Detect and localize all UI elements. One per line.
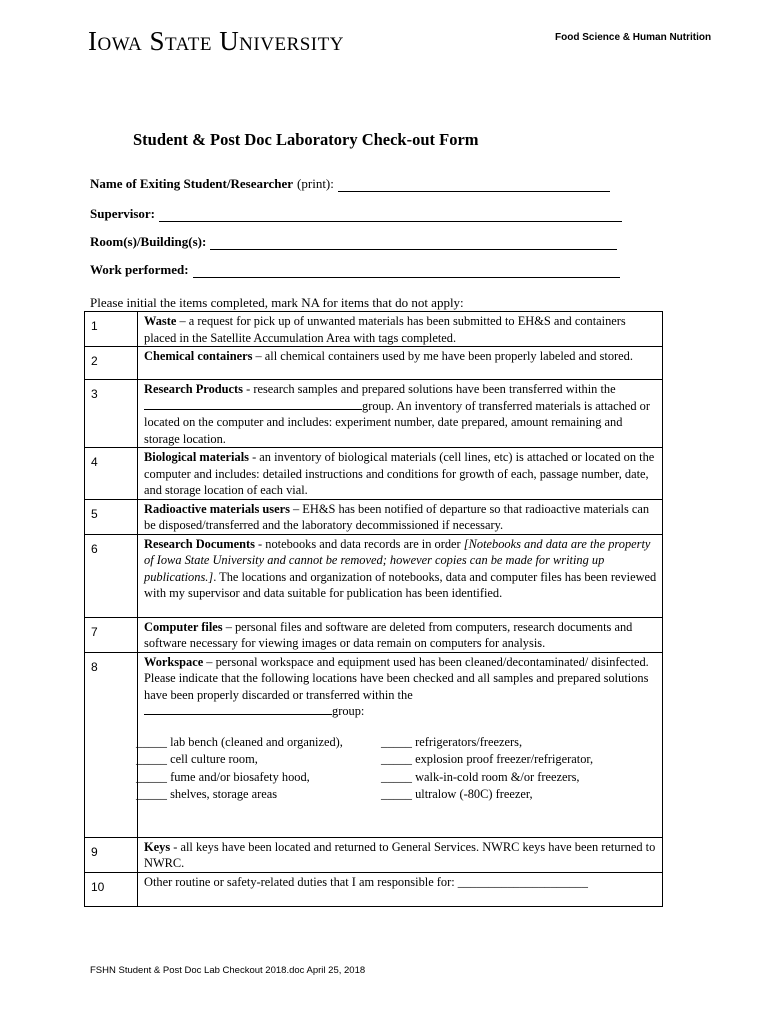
item-text: – personal files and software are deleted from computers, research documents and software necessary for viewing images or data remain on computers for analysis. xyxy=(144,619,633,650)
check-fume-hood[interactable]: _____ fume and/or biosafety hood, xyxy=(136,769,310,784)
item-row-2 xyxy=(85,347,663,380)
item-number[interactable]: 10 xyxy=(85,872,138,906)
item-row-1 xyxy=(85,312,663,347)
item-number[interactable]: 4 xyxy=(85,448,138,500)
form-title: Student & Post Doc Laboratory Check-out Form xyxy=(133,130,479,149)
item-number[interactable]: 9 xyxy=(85,837,138,872)
item-text: – personal workspace and equipment used has been cleaned/decontaminated/ disinfected. Please indicate that the following locations have been checked and all samples and prepared solutions have been properly discarded or transferred within the xyxy=(144,654,649,702)
check-shelves[interactable]: _____ shelves, storage areas xyxy=(136,787,278,801)
item-description xyxy=(138,617,663,652)
item-row-4 xyxy=(85,448,663,500)
room-label: Room(s)/Building(s): xyxy=(90,234,207,249)
university-logo: Iowa State University xyxy=(88,26,344,56)
document-footer: FSHN Student & Post Doc Lab Checkout 2018.doc April 25, 2018 xyxy=(90,965,366,976)
item-row-6 xyxy=(85,534,663,617)
item-number[interactable]: 3 xyxy=(85,380,138,448)
checkout-items-table xyxy=(84,311,663,907)
item-text: - an inventory of biological materials (cell lines, etc) is attached or located on the computer and includes: detailed instructions and conditions for growth of each, passage number, date, and storage location of each vial. xyxy=(144,450,655,497)
check-walk-in-cold-room[interactable]: _____ walk-in-cold room &/or freezers, xyxy=(381,769,580,784)
name-field xyxy=(90,176,610,192)
item-number[interactable]: 2 xyxy=(85,347,138,380)
check-ultralow-freezer[interactable]: _____ ultralow (-80C) freezer, xyxy=(381,787,533,801)
room-input-line[interactable] xyxy=(210,235,617,250)
item-text-continued: group. An inventory of transferred materials is attached or located on the computer and includes: experiment number, date prepared, amount remaining and storage location. xyxy=(144,398,650,446)
instructions: Please initial the items completed, mark NA for items that do not apply: xyxy=(90,295,464,310)
item-number[interactable]: 8 xyxy=(85,652,138,837)
item-title: Radioactive materials users xyxy=(144,501,290,516)
room-field xyxy=(90,234,617,250)
item-description xyxy=(138,380,663,448)
item-row-8 xyxy=(85,652,663,837)
name-hint: (print): xyxy=(297,176,334,191)
check-cell-culture[interactable]: _____ cell culture room, xyxy=(136,752,258,766)
item-title: Waste xyxy=(144,314,177,328)
supervisor-label: Supervisor: xyxy=(90,206,155,221)
item-row-7 xyxy=(85,617,663,652)
item-text: - all keys have been located and returned to General Services. NWRC keys have been returned to NWRC. xyxy=(144,839,656,870)
group-blank[interactable] xyxy=(144,398,362,410)
item-title: Chemical containers xyxy=(144,349,253,363)
item-number[interactable]: 5 xyxy=(85,499,138,534)
item-text: – EH&S has been notified of departure so that radioactive materials can be disposed/transferred and the laboratory decommissioned if necessary. xyxy=(144,501,650,532)
work-field xyxy=(90,262,620,278)
item-text: – all chemical containers used by me have been properly labeled and stored. xyxy=(252,349,633,363)
item-description xyxy=(138,837,663,872)
check-explosion-proof-freezer[interactable]: _____ explosion proof freezer/refrigerator, xyxy=(381,752,594,766)
item-title: Research Products xyxy=(144,382,243,396)
item-text[interactable]: Other routine or safety-related duties that I am responsible for: _____________________ xyxy=(144,874,588,889)
supervisor-input-line[interactable] xyxy=(159,207,622,222)
supervisor-field xyxy=(90,206,622,222)
item-text: - research samples and prepared solutions have been transferred within the xyxy=(243,382,616,396)
work-label: Work performed: xyxy=(90,262,189,277)
item-description xyxy=(138,534,663,617)
item-text-continued: . The locations and organization of notebooks, data and computer files has been reviewed with my supervisor and data suitable for publication has been identified. xyxy=(144,569,657,600)
item-description xyxy=(138,872,663,906)
item-title: Biological materials xyxy=(144,450,249,464)
item-row-10 xyxy=(85,872,663,906)
item-description xyxy=(138,448,663,500)
item-description xyxy=(138,347,663,380)
item-row-3 xyxy=(85,380,663,448)
item-number[interactable]: 7 xyxy=(85,617,138,652)
item-title: Research Documents xyxy=(144,536,255,551)
group-blank[interactable] xyxy=(144,703,332,715)
item-text: - notebooks and data records are in order xyxy=(254,536,464,551)
check-refrigerators[interactable]: _____ refrigerators/freezers, xyxy=(381,734,523,749)
item-description xyxy=(138,652,663,837)
item-title: Keys xyxy=(144,839,171,854)
item-row-5 xyxy=(85,499,663,534)
item-number[interactable]: 1 xyxy=(85,312,138,347)
item-description xyxy=(138,499,663,534)
item-title: Computer files xyxy=(144,619,223,634)
item-row-9 xyxy=(85,837,663,872)
check-lab-bench[interactable]: _____ lab bench (cleaned and organized), xyxy=(136,734,343,749)
item-italic-note: [Notebooks and data are the property of Iowa State University and cannot be removed; however copies can be made for writing up publications.] xyxy=(144,536,651,584)
item-text: – a request for pick up of unwanted materials has been submitted to EH&S and containers placed in the Satellite Accumulation Area with tags completed. xyxy=(144,314,626,345)
department-name: Food Science & Human Nutrition xyxy=(555,32,712,43)
item-title: Workspace xyxy=(144,654,204,669)
work-input-line[interactable] xyxy=(193,263,620,278)
name-label: Name of Exiting Student/Researcher xyxy=(90,176,294,191)
group-suffix: group: xyxy=(332,704,365,718)
item-description xyxy=(138,312,663,347)
item-number[interactable]: 6 xyxy=(85,534,138,617)
name-input-line[interactable] xyxy=(338,177,610,192)
location-checklist xyxy=(136,734,658,803)
